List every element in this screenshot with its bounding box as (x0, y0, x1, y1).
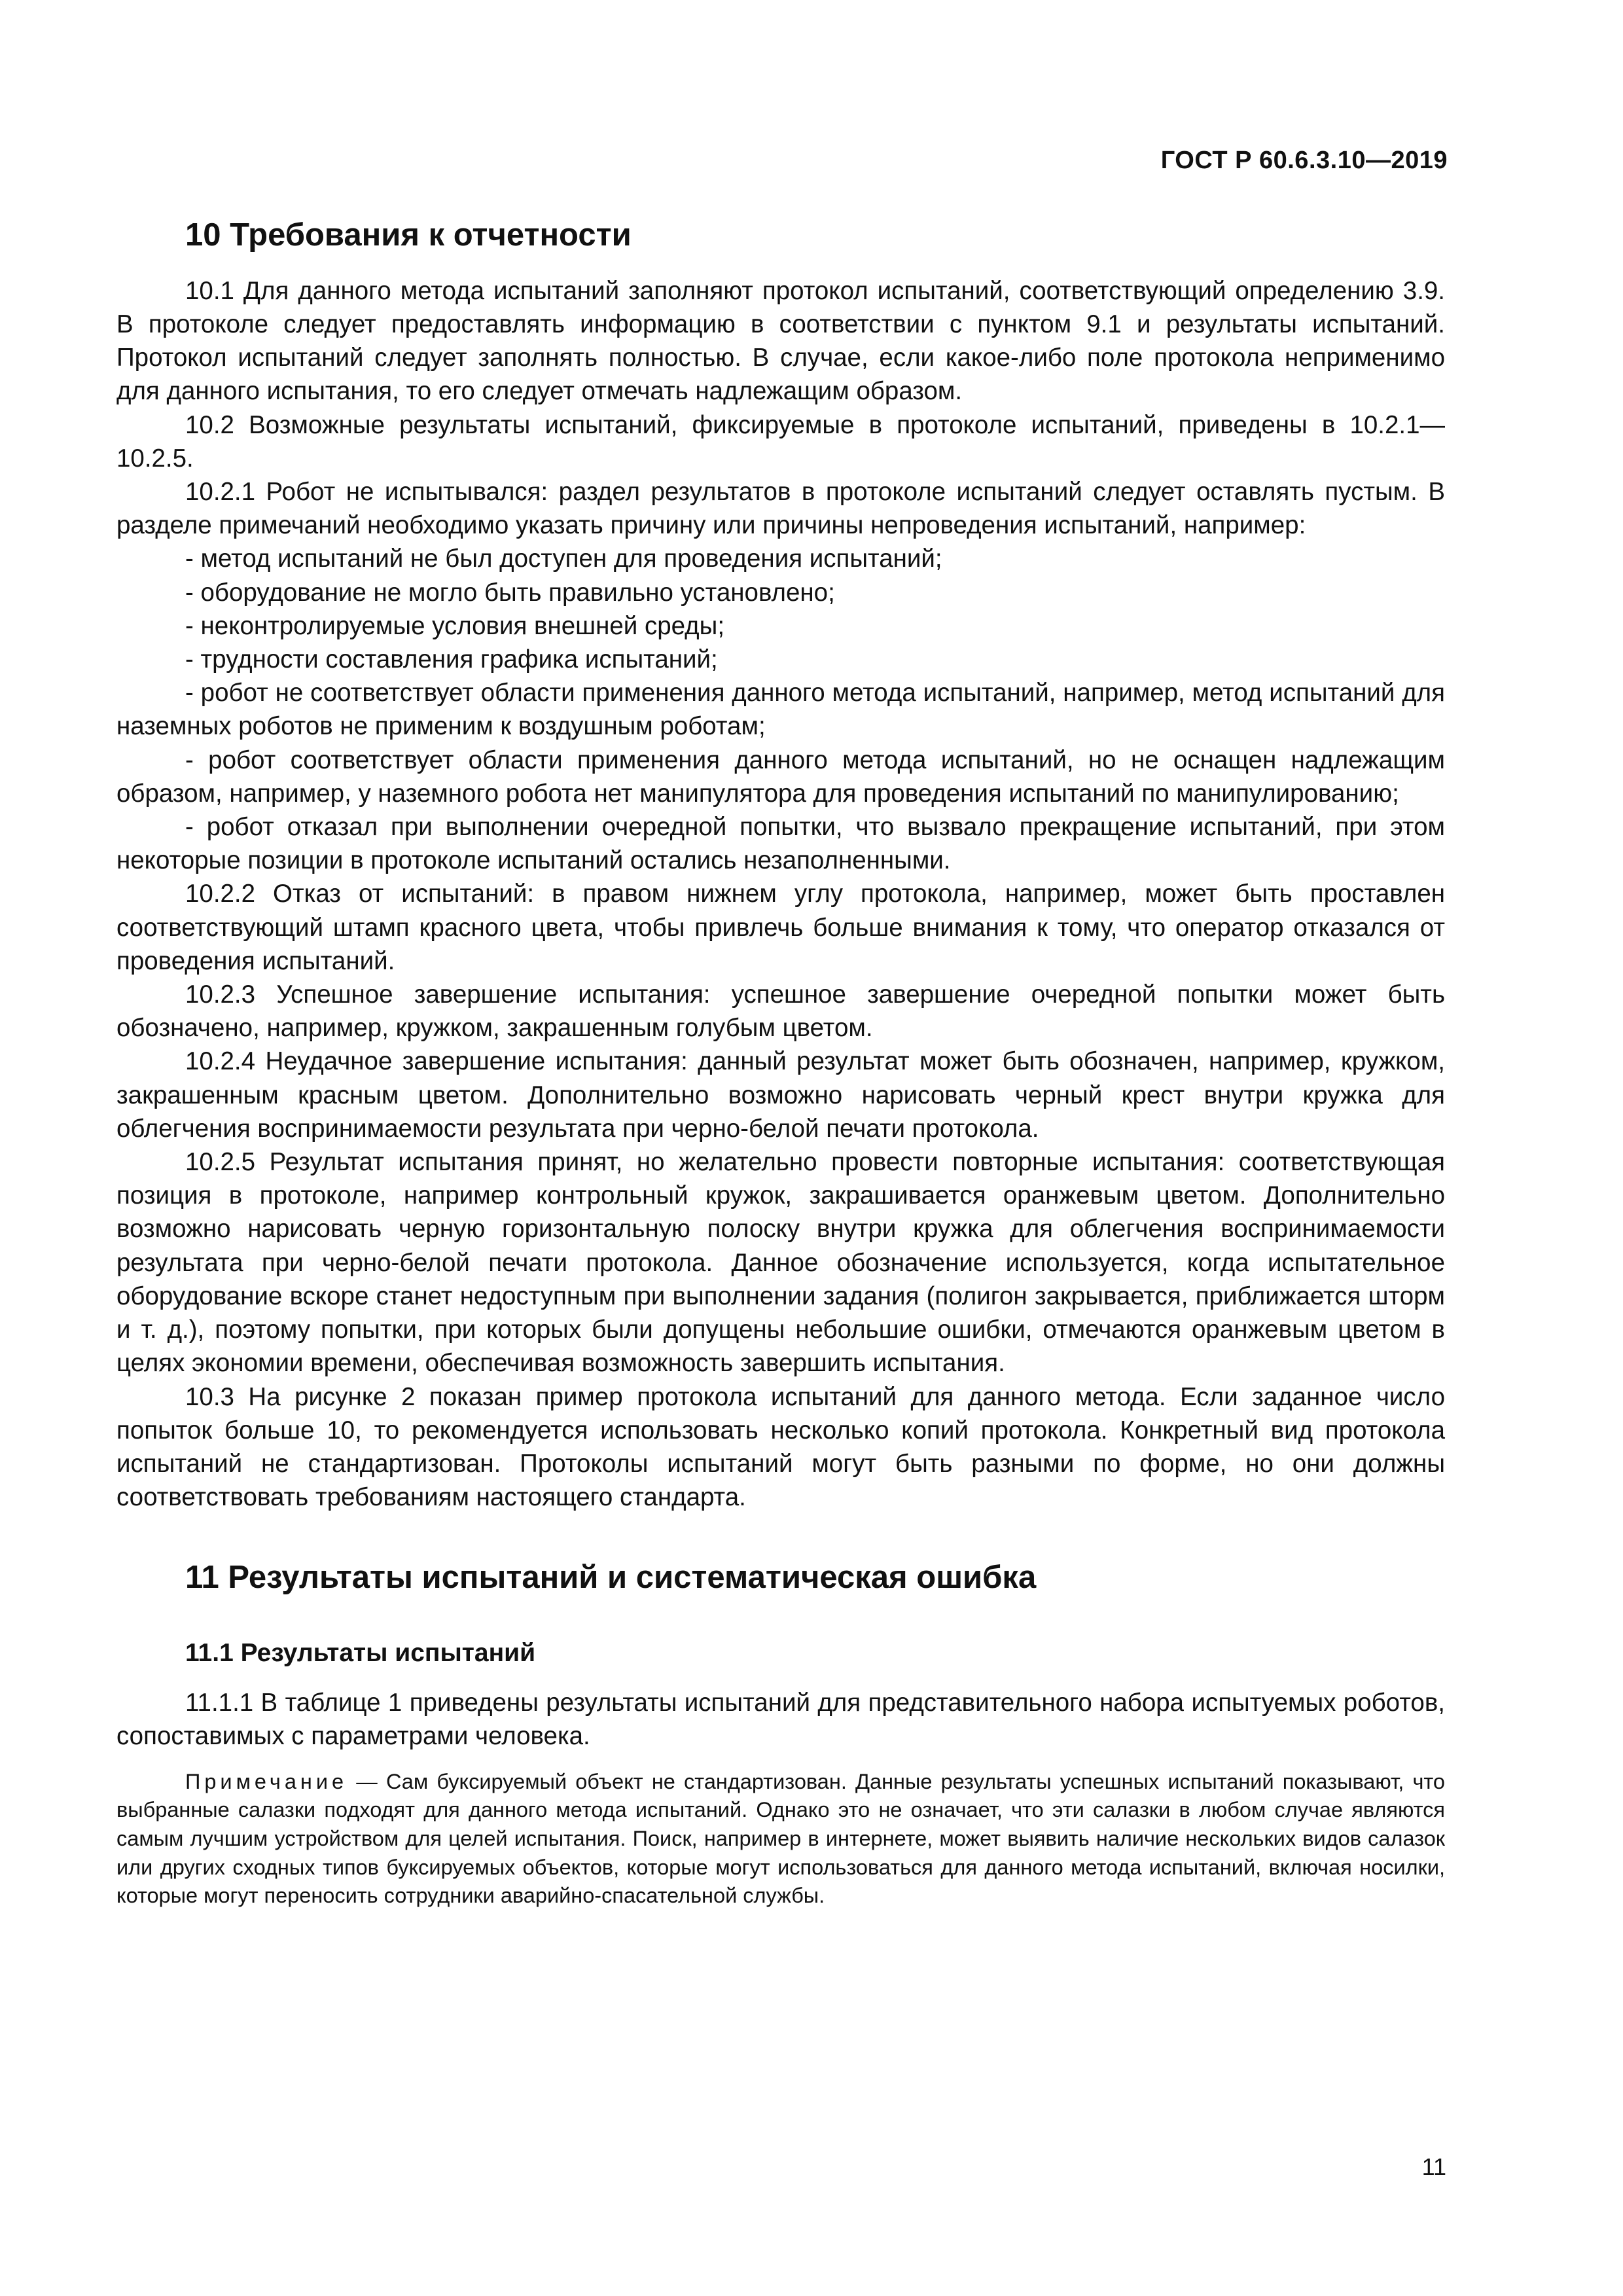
paragraph-10-2: 10.2 Возможные результаты испытаний, фиксируемые в протоколе испытаний, приведены в 10.2.1—10.2.5. (116, 410, 1445, 473)
list-item: - робот не соответствует области применения данного метода испытаний, например, метод испытаний для наземных роботов не применим к воздушным роботам; (116, 679, 1445, 741)
paragraph-10-2-3: 10.2.3 Успешное завершение испытания: успешное завершение очередной попытки может быть обозначено, например, кружком, закрашенным голубым цветом. (116, 980, 1445, 1043)
list-item: - оборудование не могло быть правильно установлено; (185, 578, 835, 607)
paragraph-10-2-2: 10.2.2 Отказ от испытаний: в правом нижнем углу протокола, например, может быть проставлен соответствующий штамп красного цвета, чтобы привлечь больше внимания к тому, что оператор отказался от проведения испытаний. (116, 880, 1445, 975)
paragraph-10-2-4: 10.2.4 Неудачное завершение испытания: данный результат может быть обозначен, например, кружком, закрашенным красным цветом. Дополнительно возможно нарисовать черный крест внутри кружка для облегчения воспринимаемости результата при черно-белой печати протокола. (116, 1047, 1445, 1143)
note-text: — Сам буксируемый объект не стандартизован. Данные результаты успешных испытаний показывают, что выбранные салазки подходят для данного метода испытаний. Однако это не означает, что эти салазки в любом случае являются самым лучшим устройством для целей испытания. Поиск, например в интернете, может выявить наличие нескольких видов салазок или других сходных типов буксируемых объектов, которые могут использоваться для данного метода испытаний, включая носилки, которые могут переносить сотрудники аварийно-спасательной службы. (116, 1769, 1445, 1908)
note (116, 1768, 1445, 1911)
standard-code: ГОСТ Р 60.6.3.10—2019 (1160, 147, 1448, 174)
paragraph-10-2-1: 10.2.1 Робот не испытывался: раздел результатов в протоколе испытаний следует оставлять пустым. В разделе примечаний необходимо указать причину или причины непроведения испытаний, например: (116, 478, 1445, 540)
page-number: 11 (1421, 2153, 1446, 2180)
subsection-11-1-heading: 11.1 Результаты испытаний (185, 1639, 536, 1668)
section-10-heading: 10 Требования к отчетности (185, 217, 632, 253)
list-item: - метод испытаний не был доступен для проведения испытаний; (185, 545, 942, 573)
paragraph-11-1-1: 11.1.1 В таблице 1 приведены результаты испытаний для представительного набора испытуемых роботов, сопоставимых с параметрами человека. (116, 1689, 1445, 1751)
list-item: - неконтролируемые условия внешней среды; (185, 611, 725, 640)
list-item: - робот отказал при выполнении очередной попытки, что вызвало прекращение испытаний, при этом некоторые позиции в протоколе испытаний остались незаполненными. (116, 813, 1445, 875)
paragraph-10-1: 10.1 Для данного метода испытаний заполняют протокол испытаний, соответствующий определению 3.9. В протоколе следует предоставлять информацию в соответствии с пунктом 9.1 и результаты испытаний. Протокол испытаний следует заполнять полностью. В случае, если какое-либо поле протокола неприменимо для данного испытания, то его следует отмечать надлежащим образом. (116, 276, 1445, 406)
page-content (116, 216, 1445, 1910)
list-item: - робот соответствует области применения данного метода испытаний, но не оснащен надлежащим образом, например, у наземного робота нет манипулятора для проведения испытаний по манипулированию; (116, 745, 1445, 808)
note-label: Примечание (185, 1769, 348, 1793)
paragraph-10-2-5: 10.2.5 Результат испытания принят, но желательно провести повторные испытания: соответствующая позиция в протоколе, например контрольный кружок, закрашивается оранжевым цветом. Дополнительно возможно нарисовать черную горизонтальную полоску внутри кружка для облегчения воспринимаемости результата при черно-белой печати протокола. Данное обозначение используется, когда испытательное оборудование вскоре станет недоступным при выполнении задания (полигон закрывается, приближается шторм и т. д.), поэтому попытки, при которых были допущены небольшие ошибки, отмечаются оранжевым цветом в целях экономии времени, обеспечивая возможность завершить испытания. (116, 1148, 1445, 1378)
list-item: - трудности составления графика испытаний; (185, 645, 718, 674)
paragraph-10-3: 10.3 На рисунке 2 показан пример протокола испытаний для данного метода. Если заданное число попыток больше 10, то рекомендуется использовать несколько копий протокола. Конкретный вид протокола испытаний не стандартизован. Протоколы испытаний могут быть разными по форме, но они должны соответствовать требованиям настоящего стандарта. (116, 1382, 1445, 1512)
section-11-heading: 11 Результаты испытаний и систематическая ошибка (185, 1560, 1037, 1596)
